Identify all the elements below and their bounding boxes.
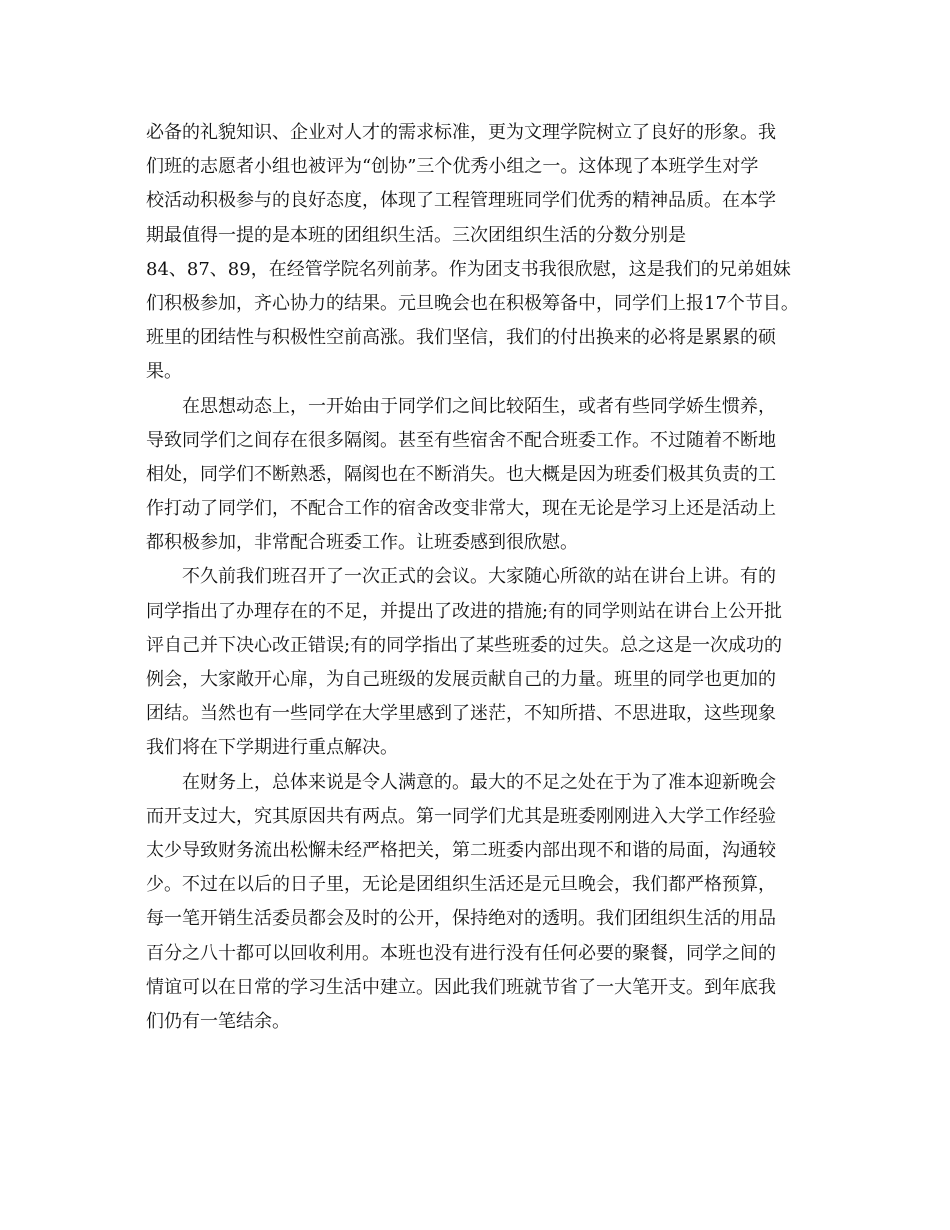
paragraph-class-activities: [146, 116, 820, 390]
text-line: 作打动了同学们，不配合工作的宿舍改变非常大，现在无论是学习上还是活动上: [146, 498, 776, 520]
text-line: 84、87、89，在经管学院名列前茅。作为团支书我很欣慰，这是我们的兄弟姐妹: [146, 258, 791, 280]
text-line: 百分之八十都可以回收利用。本班也没有进行没有任何必要的聚餐，同学之间的: [146, 942, 776, 964]
text-line: 导致同学们之间存在很多隔阂。甚至有些宿舍不配合班委工作。不过随着不断地: [146, 429, 776, 451]
text-line: 们仍有一笔结余。: [146, 1010, 290, 1032]
text-line: 我们将在下学期进行重点解决。: [146, 737, 398, 759]
text-line: 同学指出了办理存在的不足，并提出了改进的措施;有的同学则站在讲台上公开批: [146, 600, 783, 622]
text-line: 们班的志愿者小组也被评为“创协”三个优秀小组之一。这体现了本班学生对学: [146, 156, 759, 178]
text-line: 每一笔开销生活委员都会及时的公开，保持绝对的透明。我们团组织生活的用品: [146, 908, 776, 930]
text-line: 校活动积极参与的良好态度，体现了工程管理班同学们优秀的精神品质。在本学: [146, 190, 776, 212]
text-line: 们积极参加，齐心协力的结果。元旦晚会也在积极筹备中，同学们上报17个节目。: [146, 292, 799, 314]
text-line: 班里的团结性与积极性空前高涨。我们坚信，我们的付出换来的必将是累累的硕: [146, 327, 776, 349]
text-line: 情谊可以在日常的学习生活中建立。因此我们班就节省了一大笔开支。到年底我: [146, 976, 776, 998]
text-line: 在财务上，总体来说是令人满意的。最大的不足之处在于为了准本迎新晚会: [182, 771, 776, 793]
document-page: [146, 116, 820, 1039]
paragraph-class-meeting: [146, 560, 820, 765]
text-line: 太少导致财务流出松懈未经严格把关，第二班委内部出现不和谐的局面，沟通较: [146, 839, 776, 861]
text-line: 评自己并下决心改正错误;有的同学指出了某些班委的过失。总之这是一次成功的: [146, 634, 783, 656]
text-line: 不久前我们班召开了一次正式的会议。大家随心所欲的站在讲台上讲。有的: [182, 566, 776, 588]
text-line: 团结。当然也有一些同学在大学里感到了迷茫，不知所措、不思进取，这些现象: [146, 703, 776, 725]
text-line: 期最值得一提的是本班的团组织生活。三次团组织生活的分数分别是: [146, 224, 686, 246]
text-line: 在思想动态上，一开始由于同学们之间比较陌生，或者有些同学娇生惯养，: [182, 395, 776, 417]
text-line: 而开支过大，究其原因共有两点。第一同学们尤其是班委刚刚进入大学工作经验: [146, 805, 776, 827]
paragraph-finance: [146, 766, 820, 1040]
text-line: 果。: [146, 361, 182, 383]
text-line: 必备的礼貌知识、企业对人才的需求标准，更为文理学院树立了良好的形象。我: [146, 122, 776, 143]
text-line: 相处，同学们不断熟悉，隔阂也在不断消失。也大概是因为班委们极其负责的工: [146, 463, 776, 485]
text-line: 都积极参加，非常配合班委工作。让班委感到很欣慰。: [146, 532, 578, 554]
text-line: 例会，大家敞开心扉，为自己班级的发展贡献自己的力量。班里的同学也更加的: [146, 669, 776, 690]
paragraph-ideological-status: [146, 390, 820, 561]
text-line: 少。不过在以后的日子里，无论是团组织生活还是元旦晚会，我们都严格预算，: [146, 874, 776, 896]
